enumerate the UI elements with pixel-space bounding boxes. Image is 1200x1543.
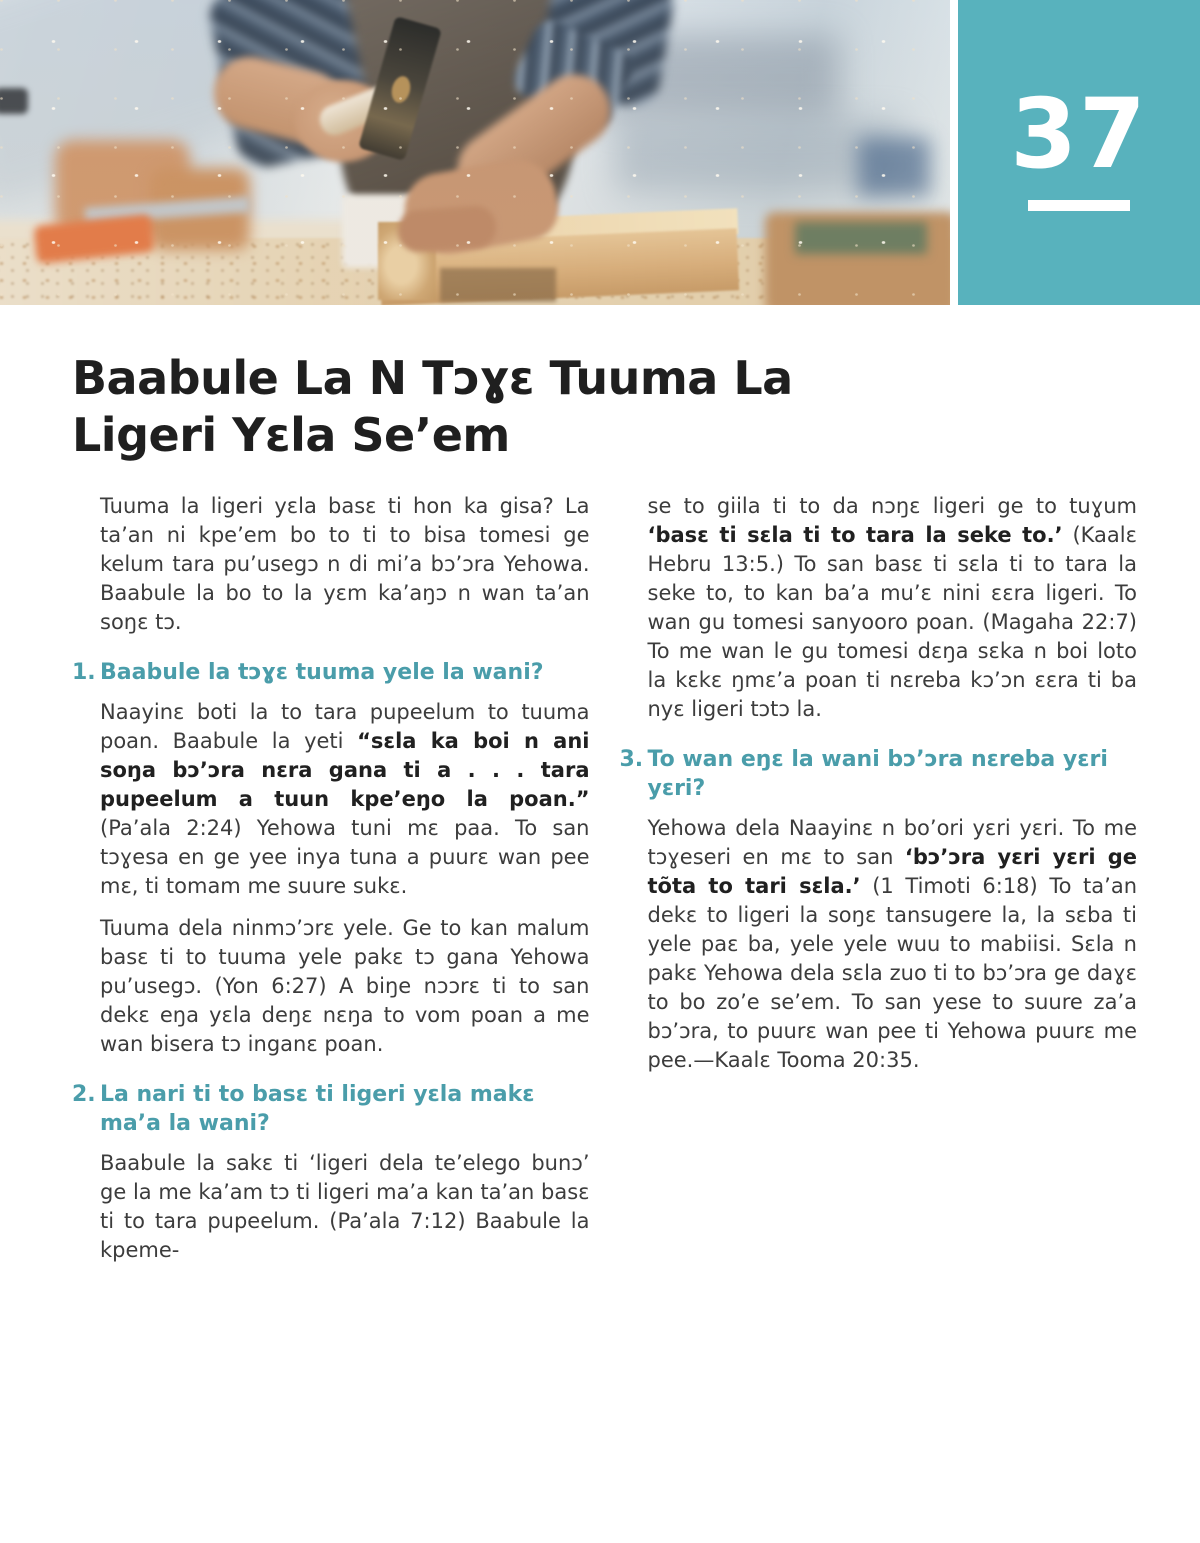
- photo-tool: [0, 88, 28, 114]
- body-paragraph: [648, 492, 1138, 724]
- question-number: 1.: [72, 660, 96, 685]
- body-paragraph: [100, 1149, 590, 1265]
- question-heading: [620, 745, 1138, 803]
- scripture-quote-bold: ‘basɛ ti sɛla ti to tara la seke to.’: [647, 523, 1063, 547]
- photo-fingers: [397, 205, 498, 254]
- page-title-line1: Baabule La N Tɔɣɛ Tuuma La: [72, 351, 793, 405]
- photo-plank-notch: [440, 268, 556, 302]
- question-heading: [72, 658, 590, 687]
- paragraph-text: Yehowa dela Naayinɛ n bo’ori yɛri yɛri. To me tɔɣeseri en mɛ to san: [647, 816, 1137, 869]
- page-title-line2: Ligeri Yɛla Se’em: [72, 408, 510, 462]
- paragraph-text: (Kaalɛ Hebru 13:5.) To san basɛ ti sɛla ti to tara la seke to, to kan ba’a mu’ɛ nini ɛɛra ligeri. To wan gu tomesi sanyooro poan. (Magaha 22:7) To me wan le gu tomesi dɛŋa sɛka n boi loto la kɛkɛ ŋmɛ’a poan ti nɛreba kɔ’ɔn ɛɛra ti ba nyɛ ligeri tɔtɔ la.: [647, 523, 1137, 721]
- question-number: 2.: [72, 1082, 96, 1107]
- paragraph-text: (1 Timoti 6:18) To ta’an dekɛ to ligeri la soŋɛ tansugere la, la sɛba ti yele paɛ ba, yele yele wuu to mabiisi. Sɛla n pakɛ Yehowa dela sɛla zuo ti to bɔ’ɔra ge daɣɛ to bo zo’e se’em. To san yese to suure za’a bɔ’ɔra, to puurɛ wan pee ti Yehowa puurɛ me pee.—Kaalɛ Tooma 20:35.: [647, 874, 1138, 1072]
- lesson-number-badge: [958, 0, 1200, 305]
- article-body: [72, 492, 1137, 1265]
- header-photo: [0, 0, 950, 305]
- scripture-quote-bold: ‘bɔ’ɔra yɛri yɛri ge tõta to tari sɛla.’: [647, 845, 1137, 898]
- paragraph-text: Naayinɛ boti la to tara pupeelum to tuuma poan. Baabule la yeti: [100, 700, 590, 753]
- question-number: 3.: [619, 747, 644, 772]
- photo-crate-contents: [795, 222, 927, 254]
- scripture-quote-bold: “sɛla ka boi n ani soŋa bɔ’ɔra nɛra gana ti a . . . tara pupeelum a tuun kpe’eŋo la poan.”: [100, 729, 590, 811]
- question-text: To wan eŋɛ la wani bɔ’ɔra nɛreba yɛri yɛri?: [647, 747, 1108, 801]
- page-title: [72, 350, 1132, 464]
- paragraph-text: Tuuma dela ninmɔ’ɔrɛ yele. Ge to kan malum basɛ ti to tuuma yele pakɛ tɔ gana Yehowa pu’usegɔ. (Yon 6:27) A biŋe nɔɔrɛ ti to san dekɛ eŋa yɛla deŋɛ nɛŋa to vom poan a me wan bisera tɔ inganɛ poan.: [100, 916, 590, 1056]
- question-heading: [72, 1080, 590, 1138]
- right-column: [620, 492, 1138, 1265]
- question-text: Baabule la tɔɣɛ tuuma yele la wani?: [100, 660, 544, 685]
- body-paragraph: [100, 698, 590, 901]
- photo-background-blur: [858, 138, 930, 196]
- question-text: La nari ti to basɛ ti ligeri yɛla makɛ ma’a la wani?: [100, 1082, 535, 1136]
- paragraph-text: se to giila ti to da nɔŋɛ ligeri ge to tuɣum: [647, 494, 1137, 518]
- body-paragraph: [648, 814, 1138, 1075]
- lesson-number: 37: [1010, 78, 1148, 190]
- lesson-number-underline: [1028, 200, 1130, 211]
- paragraph-text: (Pa’ala 2:24) Yehowa tuni mɛ paa. To san tɔɣesa en ge yee inya tuna a puurɛ wan pee mɛ, ti tomam me suure sukɛ.: [100, 816, 590, 898]
- paragraph-text: Tuuma la ligeri yɛla basɛ ti hon ka gisa? La ta’an ni kpe’em bo to ti to bisa tomesi ge kelum tara pu’usegɔ n di mi’a bɔ’ɔra Yehowa. Baabule la bo to la yɛm ka’aŋɔ n wan ta’an soŋɛ tɔ.: [100, 494, 590, 634]
- paragraph-text: Baabule la sakɛ ti ‘ligeri dela te’elego bunɔ’ ge la me ka’am tɔ ti ligeri ma’a kan ta’an basɛ ti to tara pupeelum. (Pa’ala 7:12) Baabule la kpeme-: [100, 1151, 590, 1262]
- left-column: [72, 492, 590, 1265]
- body-paragraph: [100, 492, 590, 637]
- body-paragraph: [100, 914, 590, 1059]
